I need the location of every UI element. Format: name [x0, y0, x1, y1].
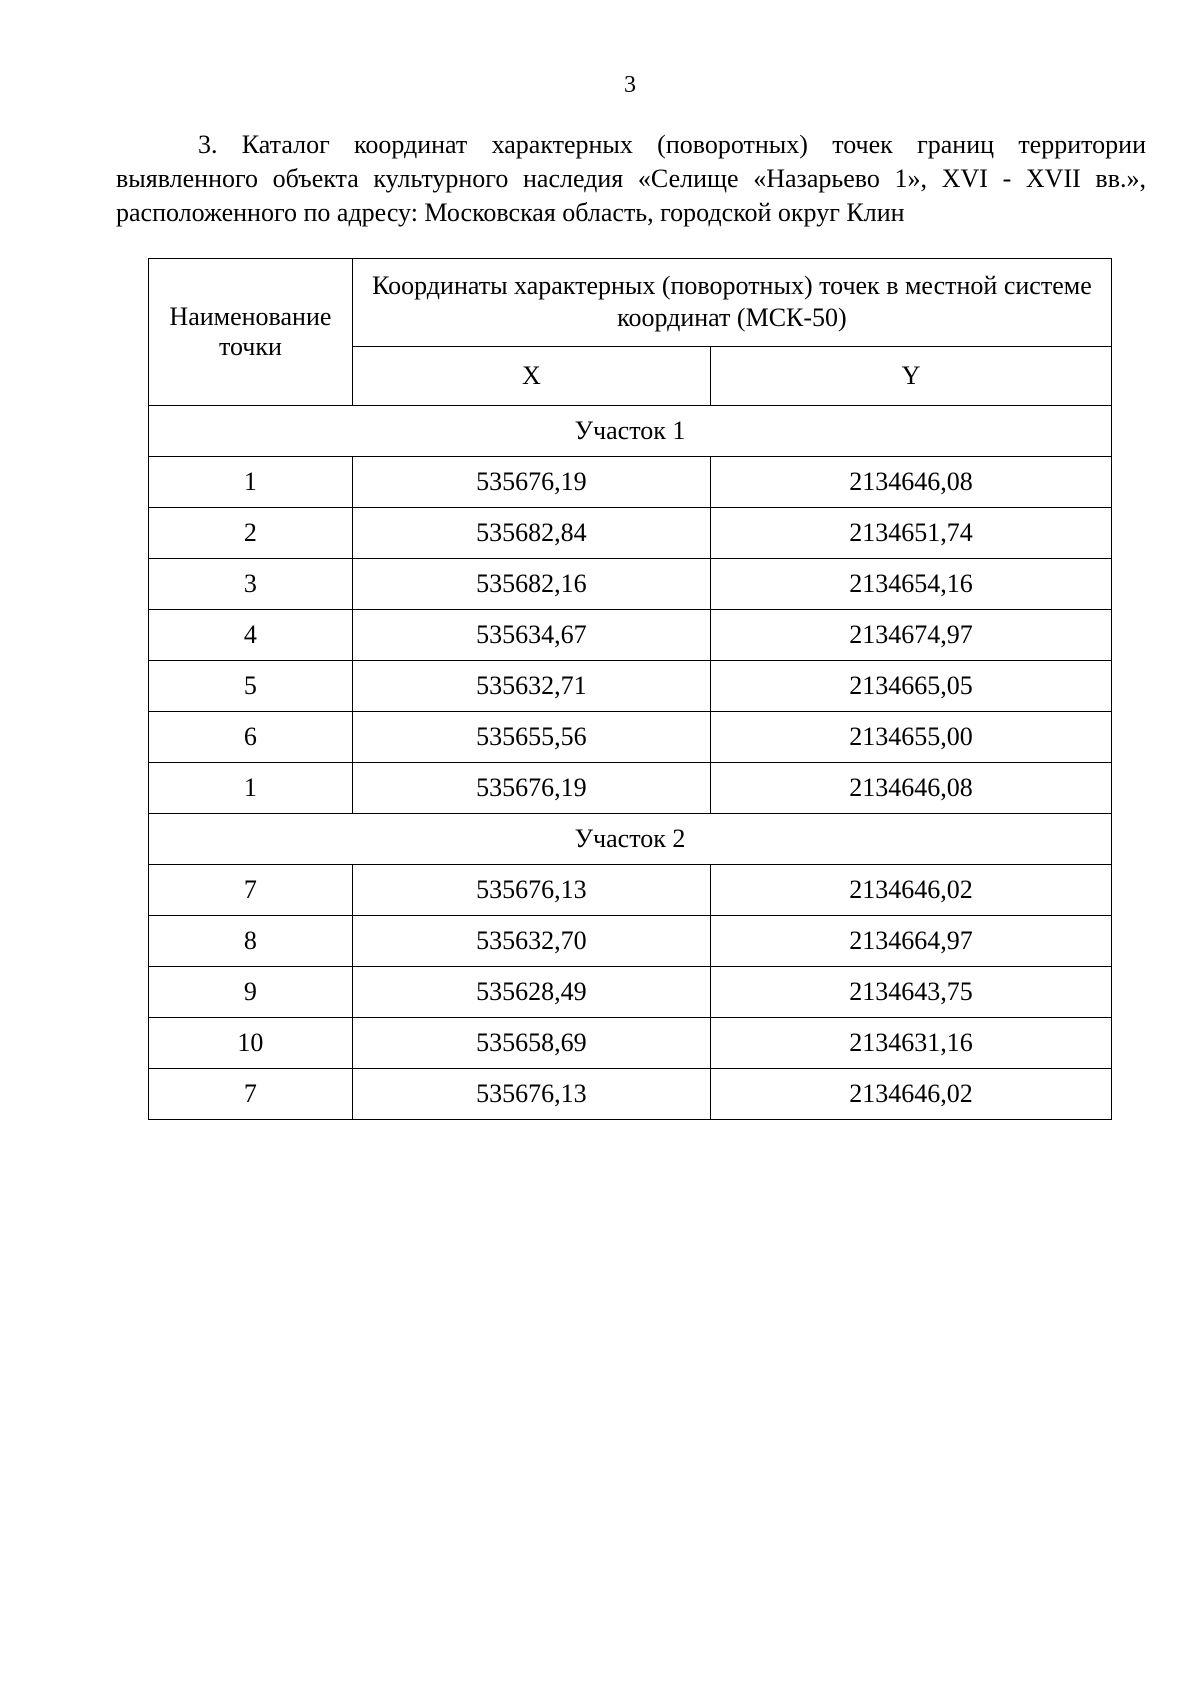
table-row: [149, 610, 1112, 661]
table-row: [149, 712, 1112, 763]
table-row: [149, 661, 1112, 712]
y-coordinate-cell: 2134646,08: [710, 457, 1111, 508]
point-name-cell: 2: [149, 508, 353, 559]
header-point-name: Наименование точки: [149, 259, 353, 406]
y-coordinate-cell: 2134665,05: [710, 661, 1111, 712]
point-name-cell: 7: [149, 865, 353, 916]
x-coordinate-cell: 535676,19: [352, 763, 710, 814]
point-name-cell: 10: [149, 1018, 353, 1069]
header-y: Y: [710, 346, 1111, 405]
x-coordinate-cell: 535632,71: [352, 661, 710, 712]
x-coordinate-cell: 535682,84: [352, 508, 710, 559]
y-coordinate-cell: 2134654,16: [710, 559, 1111, 610]
point-name-cell: 1: [149, 457, 353, 508]
x-coordinate-cell: 535628,49: [352, 967, 710, 1018]
table-header: [149, 259, 1112, 406]
header-coordinates: Координаты характерных (поворотных) точек в местной системе координат (МСК-50): [352, 259, 1111, 347]
x-coordinate-cell: 535634,67: [352, 610, 710, 661]
point-name-cell: 8: [149, 916, 353, 967]
point-name-cell: 7: [149, 1069, 353, 1120]
point-name-cell: 1: [149, 763, 353, 814]
table-body: [149, 406, 1112, 1120]
table-row: [149, 1069, 1112, 1120]
table-row: [149, 1018, 1112, 1069]
point-name-cell: 9: [149, 967, 353, 1018]
section-title: Участок 1: [149, 406, 1112, 457]
y-coordinate-cell: 2134651,74: [710, 508, 1111, 559]
catalog-heading: 3. Каталог координат характерных (поворотных) точек границ территории выявленного объекта культурного наследия «Селище «Назарьево 1», XVI - XVII вв.», расположенного по адресу: Московская область, городской округ Клин: [116, 130, 1146, 227]
x-coordinate-cell: 535632,70: [352, 916, 710, 967]
table-row: [149, 457, 1112, 508]
y-coordinate-cell: 2134664,97: [710, 916, 1111, 967]
y-coordinate-cell: 2134674,97: [710, 610, 1111, 661]
section-row: [149, 814, 1112, 865]
table-row: [149, 916, 1112, 967]
y-coordinate-cell: 2134646,08: [710, 763, 1111, 814]
section-title: Участок 2: [149, 814, 1112, 865]
x-coordinate-cell: 535676,13: [352, 865, 710, 916]
point-name-cell: 3: [149, 559, 353, 610]
section-row: [149, 406, 1112, 457]
y-coordinate-cell: 2134631,16: [710, 1018, 1111, 1069]
page-number: 3: [624, 72, 636, 98]
table-row: [149, 865, 1112, 916]
point-name-cell: 4: [149, 610, 353, 661]
x-coordinate-cell: 535676,13: [352, 1069, 710, 1120]
x-coordinate-cell: 535682,16: [352, 559, 710, 610]
coordinates-table: [148, 258, 1112, 1120]
header-x: X: [352, 346, 710, 405]
point-name-cell: 6: [149, 712, 353, 763]
table-row: [149, 763, 1112, 814]
y-coordinate-cell: 2134646,02: [710, 865, 1111, 916]
table-row: [149, 508, 1112, 559]
table-row: [149, 559, 1112, 610]
x-coordinate-cell: 535676,19: [352, 457, 710, 508]
x-coordinate-cell: 535658,69: [352, 1018, 710, 1069]
y-coordinate-cell: 2134655,00: [710, 712, 1111, 763]
table-row: [149, 967, 1112, 1018]
y-coordinate-cell: 2134646,02: [710, 1069, 1111, 1120]
point-name-cell: 5: [149, 661, 353, 712]
y-coordinate-cell: 2134643,75: [710, 967, 1111, 1018]
x-coordinate-cell: 535655,56: [352, 712, 710, 763]
